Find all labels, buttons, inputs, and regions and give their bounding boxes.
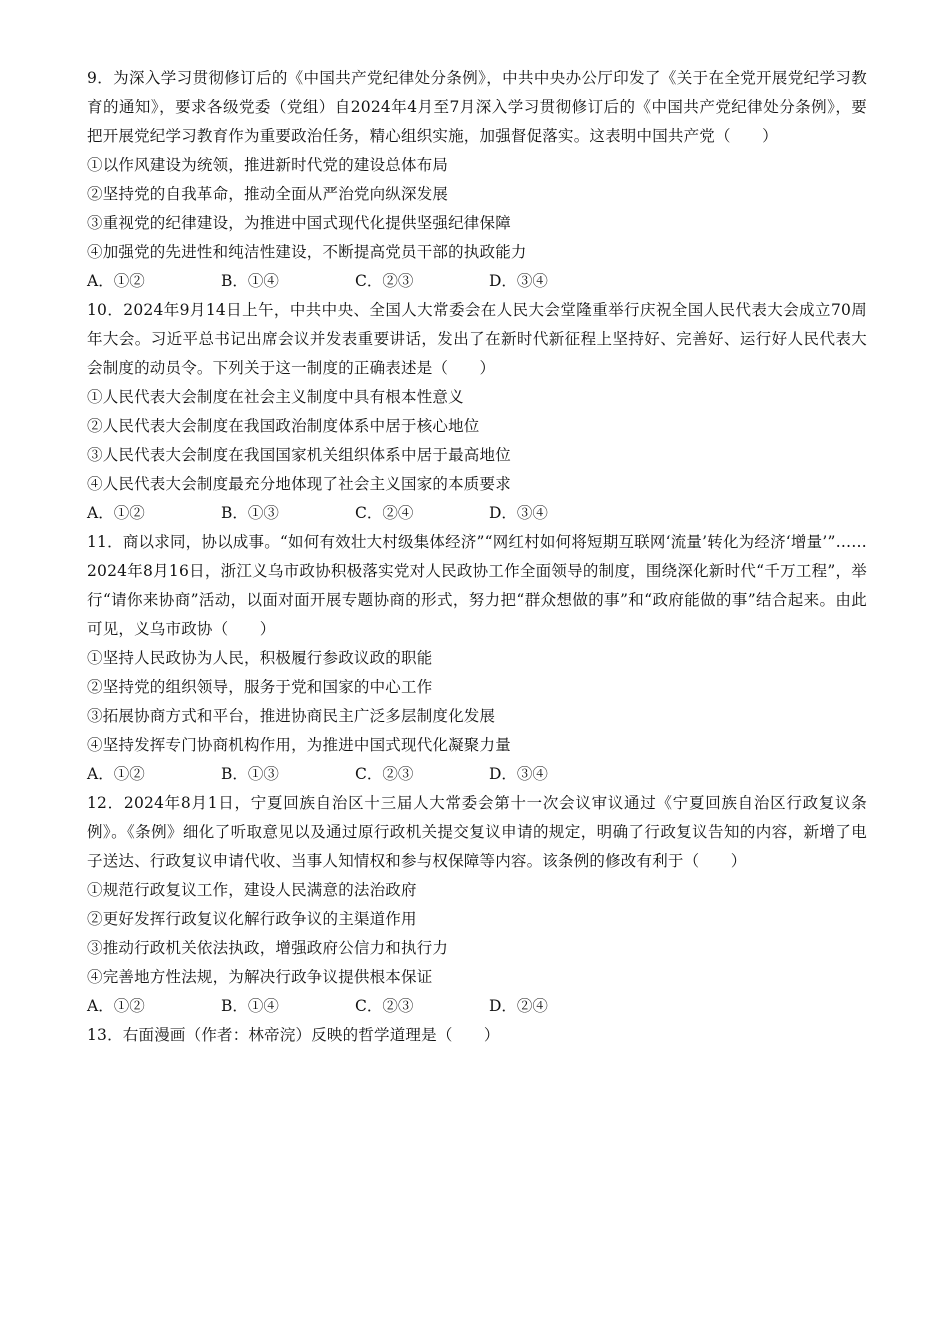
question-9	[87, 64, 867, 296]
answer-a: A．①②	[87, 504, 145, 522]
option-1: ①人民代表大会制度在社会主义制度中具有根本性意义	[87, 388, 464, 406]
option-4: ④人民代表大会制度最充分地体现了社会主义国家的本质要求	[87, 475, 511, 493]
question-12	[87, 789, 867, 1021]
answer-choices	[87, 267, 867, 296]
answer-a: A．①②	[87, 272, 145, 290]
answer-d: D．③④	[489, 272, 548, 290]
answer-c: C．②③	[355, 272, 414, 290]
option-2: ②更好发挥行政复议化解行政争议的主渠道作用	[87, 910, 417, 928]
question-stem: 9．为深入学习贯彻修订后的《中国共产党纪律处分条例》，中共中央办公厅印发了《关于在全党开展党纪学习教育的通知》，要求各级党委（党组）自2024年4月至7月深入学习贯彻修订后的《中国共产党纪律处分条例》，要把开展党纪学习教育作为重要政治任务，精心组织实施，加强督促落实。这表明中国共产党（ ）	[87, 69, 867, 145]
answer-choices	[87, 499, 867, 528]
answer-d: D．③④	[489, 504, 548, 522]
answer-b: B．①④	[221, 272, 279, 290]
option-1: ①坚持人民政协为人民，积极履行参政议政的职能	[87, 649, 433, 667]
option-3: ③推动行政机关依法执政，增强政府公信力和执行力	[87, 939, 449, 957]
answer-c: C．②④	[355, 504, 414, 522]
option-3: ③重视党的纪律建设，为推进中国式现代化提供坚强纪律保障	[87, 214, 511, 232]
answer-choices	[87, 992, 867, 1021]
option-4: ④完善地方性法规，为解决行政争议提供根本保证	[87, 968, 433, 986]
answer-c: C．②③	[355, 997, 414, 1015]
answer-b: B．①③	[221, 765, 279, 783]
option-3: ③人民代表大会制度在我国国家机关组织体系中居于最高地位	[87, 446, 511, 464]
option-2: ②坚持党的自我革命，推动全面从严治党向纵深发展	[87, 185, 449, 203]
answer-b: B．①③	[221, 504, 279, 522]
option-4: ④加强党的先进性和纯洁性建设，不断提高党员干部的执政能力	[87, 243, 527, 261]
question-13	[87, 1021, 867, 1050]
question-10	[87, 296, 867, 528]
answer-d: D．②④	[489, 997, 548, 1015]
answer-a: A．①②	[87, 765, 145, 783]
answer-c: C．②③	[355, 765, 414, 783]
question-stem: 10．2024年9月14日上午，中共中央、全国人大常委会在人民大会堂隆重举行庆祝全国人民代表大会成立70周年大会。习近平总书记出席会议并发表重要讲话，发出了在新时代新征程上坚持好、完善好、运行好人民代表大会制度的动员令。下列关于这一制度的正确表述是（ ）	[87, 301, 867, 377]
question-11	[87, 528, 867, 789]
exam-page	[87, 64, 867, 1050]
question-stem: 11．商以求同，协以成事。“如何有效壮大村级集体经济”“网红村如何将短期互联网‘流量’转化为经济‘增量’”……2024年8月16日，浙江义乌市政协积极落实党对人民政协工作全面领导的制度，围绕深化新时代“千万工程”，举行“请你来协商”活动，以面对面开展专题协商的形式，努力把“群众想做的事”和“政府能做的事”结合起来。由此可见，义乌市政协（ ）	[87, 533, 867, 638]
answer-d: D．③④	[489, 765, 548, 783]
question-stem: 12．2024年8月1日，宁夏回族自治区十三届人大常委会第十一次会议审议通过《宁夏回族自治区行政复议条例》。《条例》细化了听取意见以及通过原行政机关提交复议申请的规定，明确了行政复议告知的内容，新增了电子送达、行政复议申请代收、当事人知情权和参与权保障等内容。该条例的修改有利于（ ）	[87, 794, 867, 870]
answer-choices	[87, 760, 867, 789]
question-stem: 13．右面漫画（作者：林帝浣）反映的哲学道理是（ ）	[87, 1026, 500, 1044]
option-2: ②坚持党的组织领导，服务于党和国家的中心工作	[87, 678, 433, 696]
option-4: ④坚持发挥专门协商机构作用，为推进中国式现代化凝聚力量	[87, 736, 511, 754]
option-1: ①以作风建设为统领，推进新时代党的建设总体布局	[87, 156, 449, 174]
option-3: ③拓展协商方式和平台，推进协商民主广泛多层制度化发展	[87, 707, 496, 725]
option-1: ①规范行政复议工作，建设人民满意的法治政府	[87, 881, 417, 899]
answer-a: A．①②	[87, 997, 145, 1015]
answer-b: B．①④	[221, 997, 279, 1015]
option-2: ②人民代表大会制度在我国政治制度体系中居于核心地位	[87, 417, 480, 435]
